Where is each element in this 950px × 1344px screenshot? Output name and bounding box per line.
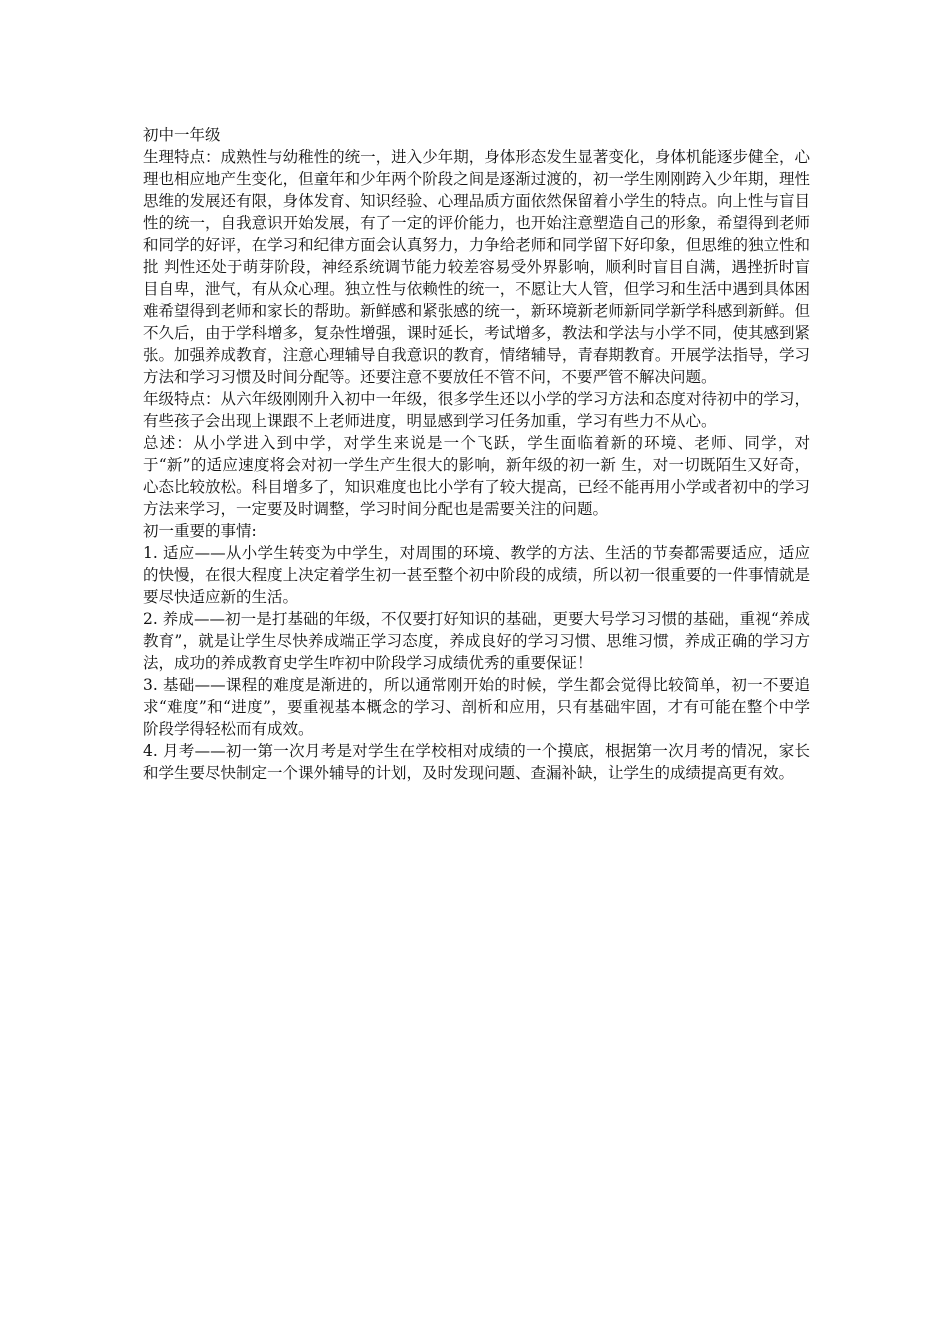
paragraph-physiological-traits: 生理特点：成熟性与幼稚性的统一，进入少年期，身体形态发生显著变化，身体机能逐步健全，心理也相应地产生变化，但童年和少年两个阶段之间是逐渐过渡的，初一学生刚刚跨入少年期，理性思维的发展还有限，身体发育、知识经验、心理品质方面依然保留着小学生的特点。向上性与盲目性的统一，自我意识开始发展，有了一定的评价能力，也开始注意塑造自己的形象，希望得到老师和同学的好评，在学习和纪律方面会认真努力，力争给老师和同学留下好印象，但思维的独立性和批 判性还处于萌芽阶段，神经系统调节能力较差容易受外界影响，顺利时盲目自满，遇挫折时盲目自卑，泄气，有从众心理。独立性与依赖性的统一，不愿让大人管，但学习和生活中遇到具体困难希望得到老师和家长的帮助。新鲜感和紧张感的统一，新环境新老师新同学新学科感到新鲜。但不久后，由于学科增多，复杂性增强，课时延长，考试增多，教法和学法与小学不同，使其感到紧张。加强养成教育，注意心理辅导自我意识的教育，情绪辅导，青春期教育。开展学法指导，学习方法和学习习惯及时间分配等。还要注意不要放任不管不问，不要严管不解决问题。 — [143, 148, 810, 386]
list-item-foundation: 3. 基础——课程的难度是渐进的，所以通常刚开始的时候，学生都会觉得比较简单，初一不要追求“难度”和“进度”，要重视基本概念的学习、剖析和应用，只有基础牢固，才有可能在整个中学阶段学得轻松而有成效。 — [143, 676, 810, 738]
paragraph-grade-traits: 年级特点：从六年级刚刚升入初中一年级，很多学生还以小学的学习方法和态度对待初中的学习，有些孩子会出现上课跟不上老师进度，明显感到学习任务加重，学习有些力不从心。 — [143, 390, 810, 430]
list-item-adapt: 1. 适应——从小学生转变为中学生，对周围的环境、教学的方法、生活的节奏都需要适应，适应的快慢，在很大程度上决定着学生初一甚至整个初中阶段的成绩，所以初一很重要的一件事情就是要尽快适应新的生活。 — [143, 544, 810, 606]
document-title: 初中一年级 — [143, 126, 221, 144]
list-item-habits: 2. 养成——初一是打基础的年级，不仅要打好知识的基础，更要大号学习习惯的基础，重视“养成教育”，就是让学生尽快养成端正学习态度，养成良好的学习习惯、思维习惯，养成正确的学习方法，成功的养成教育史学生咋初中阶段学习成绩优秀的重要保证！ — [143, 610, 810, 672]
list-item-monthly-exam: 4. 月考——初一第一次月考是对学生在学校相对成绩的一个摸底，根据第一次月考的情况，家长和学生要尽快制定一个课外辅导的计划，及时发现问题、查漏补缺，让学生的成绩提高更有效。 — [143, 742, 810, 782]
document-body — [143, 124, 810, 784]
paragraph-summary: 总述：从小学进入到中学，对学生来说是一个飞跃，学生面临着新的环境、老师、同学，对于“新”的适应速度将会对初一学生产生很大的影响，新年级的初一新 生，对一切既陌生又好奇，心态比较放松。科目增多了，知识难度也比小学有了较大提高，已经不能再用小学或者初中的学习方法来学习，一定要及时调整，学习时间分配也是需要关注的问题。 — [143, 434, 810, 518]
paragraph-important-things-heading: 初一重要的事情: — [143, 522, 257, 540]
